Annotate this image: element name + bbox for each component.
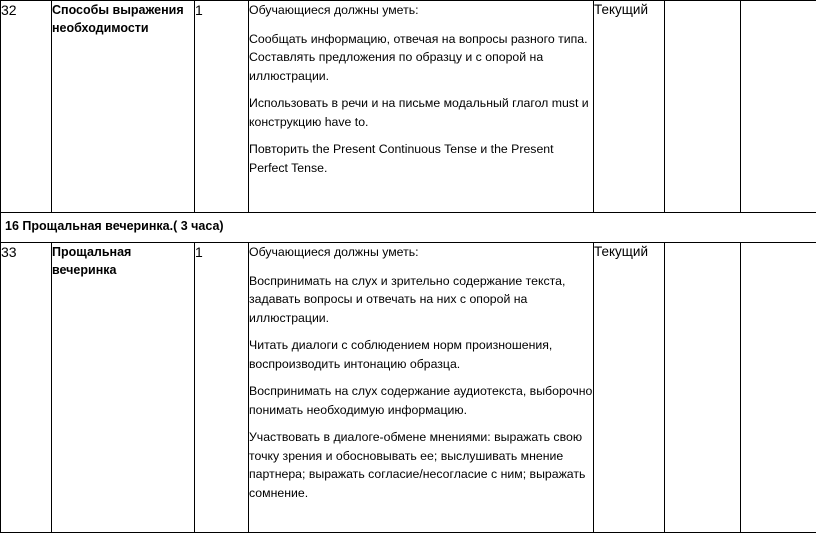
empty-cell bbox=[665, 1, 741, 213]
lesson-number: 32 bbox=[1, 1, 52, 213]
lesson-topic: Способы выражения необходимости bbox=[52, 1, 195, 213]
lesson-goals bbox=[249, 1, 594, 213]
lesson-number: 33 bbox=[1, 243, 52, 533]
goal-item: Воспринимать на слух содержание аудиотекста, выборочно понимать необходимую информацию. bbox=[249, 382, 593, 419]
lesson-type: Текущий bbox=[594, 1, 665, 213]
empty-cell bbox=[665, 243, 741, 533]
goal-item: Участвовать в диалоге-обмене мнениями: выражать свою точку зрения и обосновывать ее; выслушивать мнение партнера; выражать согласие/несогласие с ним; выражать сомнение. bbox=[249, 428, 593, 502]
section-heading: 16 Прощальная вечеринка.( 3 часа) bbox=[1, 213, 816, 243]
lesson-type: Текущий bbox=[594, 243, 665, 533]
goal-item: Читать диалоги с соблюдением норм произношения, воспроизводить интонацию образца. bbox=[249, 336, 593, 373]
goal-item: Сообщать информацию, отвечая на вопросы разного типа. Составлять предложения по образцу и с опорой на иллюстрации. bbox=[249, 30, 593, 86]
goals-intro: Обучающиеся должны уметь: bbox=[249, 243, 593, 262]
goals-intro: Обучающиеся должны уметь: bbox=[249, 1, 593, 20]
section-row bbox=[1, 213, 816, 243]
table-row bbox=[1, 1, 816, 213]
goal-item: Использовать в речи и на письме модальный глагол must и конструкцию have to. bbox=[249, 94, 593, 131]
lesson-hours: 1 bbox=[195, 243, 249, 533]
lesson-hours: 1 bbox=[195, 1, 249, 213]
goal-item: Воспринимать на слух и зрительно содержание текста, задавать вопросы и отвечать на них с опорой на иллюстрации. bbox=[249, 272, 593, 328]
empty-cell bbox=[741, 1, 816, 213]
lesson-topic: Прощальная вечеринка bbox=[52, 243, 195, 533]
goal-item: Повторить the Present Continuous Tense и the Present Perfect Tense. bbox=[249, 140, 593, 177]
empty-cell bbox=[741, 243, 816, 533]
table-row bbox=[1, 243, 816, 533]
lesson-goals bbox=[249, 243, 594, 533]
